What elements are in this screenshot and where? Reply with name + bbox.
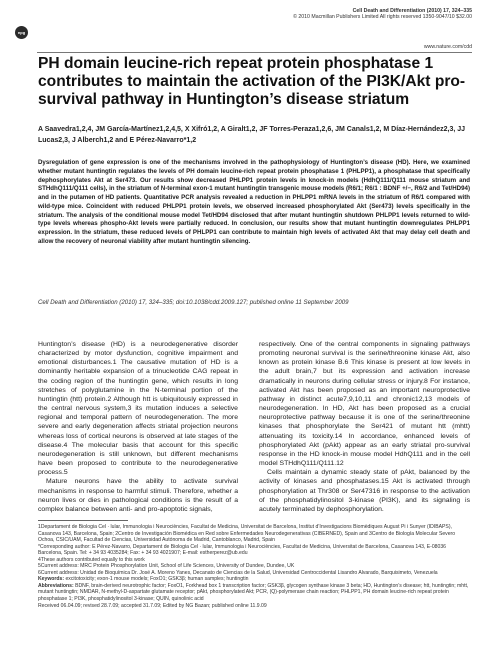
journal-url[interactable]: www.nature.com/cdd xyxy=(423,44,472,50)
abstract: Dysregulation of gene expression is one of the mechanisms involved in the pathophysiology of Huntington’s disease (HD). Here, we examined whether mutant huntingtin regulates the levels of PH domain leucine-rich repeat protein phosphatase 1 (PHLPP1), a phosphatase that specifically dephosphorylates Akt at Ser473. Our results show decreased PHLPP1 protein levels in knock-in models (HdhQ111/Q111 mouse striatum and STHdhQ111/Q111 cells), in the striatum of N-terminal exon-1 mutant huntingtin transgenic mouse models (R6/1; R6/1 : BDNF +/−, R6/2 and Tet/HD94) and in the putamen of HD patients. Quantitative PCR analysis revealed a reduction in PHLPP1 mRNA levels in the striatum of R6/1 compared with wild-type mice. Coincident with reduced PHLPP1 protein levels, we observed increased phosphorylated Akt (Ser473) levels specifically in the striatum. The analysis of the conditional mouse model Tet/HD94 disclosed that after mutant huntingtin shutdown PHLPP1 levels returned to wild-type levels whereas phospho-Akt levels were partially reduced. In conclusion, our results show that mutant huntingtin downregulates PHLPP1 expression. In the striatum, these reduced levels of PHLPP1 can contribute to maintain high levels of activated Akt that may delay cell death and allow the recovery of neuronal viability after mutant huntingtin silencing. xyxy=(38,159,470,245)
copyright-line: © 2010 Macmillan Publishers Limited All rights reserved 1350-9047/10 $32.00 xyxy=(293,14,472,20)
keywords-label: Keywords: xyxy=(38,576,65,583)
body-column-left xyxy=(38,340,238,514)
npg-logo: npg xyxy=(15,26,28,39)
footnote-affiliations: 1Departament de Biologia Cel · lular, Immunologia i Neurociències, Facultat de Medicina, Universitat de Barcelona, Institut d’Investigacions Biomèdiques August Pi i Sunyer (IDIBAPS), Casanova 143, Barcelona, Spain; 2Centro de Investigación Biomédica en Red sobre Enfermedades Neurodegenerativas (CIBERNED), Spain and 3Centro de Biología Molecular Severo Ochoa, CSIC/UAM, Facultad de Ciencias, Universidad Autónoma de Madrid, Cantoblanco, Madrid, Spain xyxy=(38,524,456,544)
abbreviations-text: BDNF, brain-derived neurotrophic factor; FoxO1, Forkhead box 1 transcription factor; GSK3β, glycogen synthase kinase 3 beta; HD, Huntington’s disease; htt, huntingtin; mhtt, mutant huntingtin; NMDAR, N-methyl-D-aspartate glutamate receptor; pAkt, phosphorylated Akt; PCR, (Q)-polymerase chain reaction; PHLPP1, PH domain leucine-rich repeat protein phosphatase 1; PI3K, phosphatidylinositol 3-kinase; QUIN, quinolinic acid xyxy=(38,582,469,603)
journal-header: Cell Death and Differentiation (2010) 17, 324–335 xyxy=(352,8,472,14)
citation-line: Cell Death and Differentiation (2010) 17, 324–335; doi:10.1038/cdd.2009.127; published online 11 September 2009 xyxy=(38,299,349,306)
abbreviations-label: Abbreviations: xyxy=(38,582,74,589)
body-paragraph: Cells maintain a dynamic steady state of pAkt, balanced by the activity of kinases and phosphatases.15 Akt is activated through phosphorylation at Thr308 or Ser47316 in response to the activation of the phosphatidylinositol 3-kinase (PI3K), and its signaling is acutely terminated by dephosphorylation. xyxy=(259,469,470,513)
header-rule xyxy=(37,52,472,53)
footnote-equal-contribution: 4These authors contributed equally to this work xyxy=(38,556,145,563)
footnote-address-5: 5Current address: MRC Protein Phosphorylation Unit, School of Life Sciences, University of Dundee, Dundee, UK xyxy=(38,563,295,570)
article-title: PH domain leucine-rich repeat protein phosphatase 1 contributes to maintain the activation of the PI3K/Akt pro-survival pathway in Huntington’s disease striatum xyxy=(38,55,466,108)
received-line: Received 06.04.09; revised 28.7.09; accepted 31.7.09; Edited by NG Bazan; published online 11.9.09 xyxy=(38,602,267,609)
keywords-text: excitotoxicity; exon-1 mouse models; FoxO1; GSK3β; human samples; huntingtin xyxy=(65,576,249,583)
body-column-right xyxy=(259,340,470,514)
footnote-corresponding: *Corresponding author: E Pérez-Navarro, Departament de Biologia Cel · lular, Immunologia i Neurociències, Facultat de Medicina, Universitat de Barcelona, Casanova 143, E-08036 Barcelona, Spain. Tel: + 34 93 4035284; Fax: + 34 93 4021907; E-mail: estherperez@ub.edu xyxy=(38,543,446,557)
abbreviations-line xyxy=(38,583,470,603)
author-list: A Saavedra1,2,4, JM García-Martínez1,2,4,5, X Xifró1,2, A Giralt1,2, JF Torres-Peraza1,2,6, JM Canals1,2, M Díaz-Hernández2,3, JJ Lucas2,3, J Alberch1,2 and E Pérez-Navarro*1,2 xyxy=(38,126,466,144)
footnote-rule xyxy=(38,520,128,521)
footnotes xyxy=(38,524,470,609)
body-paragraph: respectively. One of the central components in signaling pathways promoting neuronal survival is the serine/threonine kinase Akt, also known as protein kinase B.6 This kinase is present at low levels in the adult brain,7 but its expression and activation increase dramatically in neurons during cellular stress or injury.8 For instance, activated Akt has been proposed as an important neuroprotective pathway in distinct acute7,9,10,11 and chronic12,13 models of neurodegeneration. In HD, Akt has been proposed as a crucial neuroprotective pathway because it is one of the serine/threonine kinases that phosphorylate the Ser421 of mutant htt (mhtt) attenuating its toxicity.14 In accordance, enhanced levels of phosphorylated Akt (pAkt) appear as an early striatal pro-survival response in the HD knock-in mouse model HdhQ111 and in the cell model STHdhQ111/Q111.12 xyxy=(259,341,470,468)
footnote-address-6: 6Current address: Unidad de Bioquímica Dr. José A. Moreno Yanes, Decanato de Ciencias de la Salud, Universidad Centroccidental Lisandro Alvarado, Barquisimeto, Venezuela xyxy=(38,569,438,576)
body-paragraph: Mature neurons have the ability to activate survival mechanisms in response to harmful stimuli. Therefore, whether a neuron lives or dies in pathological conditions is the result of a complex balance between anti- and pro-apoptotic signals, xyxy=(38,478,238,513)
body-paragraph: Huntington’s disease (HD) is a neurodegenerative disorder characterized by motor dysfunction, cognitive impairment and emotional disturbances.1 The causative mutation of HD is a dominantly heritable expansion of a trinucleotide CAG repeat in the coding region of the huntingtin gene, which results in long stretches of polyglutamine in the N-terminal portion of the huntingtin (htt) protein.2 Although htt is ubiquitously expressed in the central nervous system,3 its mutation induces a selective regional and temporal pattern of neurodegeneration. The more severe and early degeneration affects striatal projection neurons whereas loss of cortical neurons is observed at late stages of the disease.4 The molecular basis that account for this specific neurodegeneration is still unknown, but different mechanisms have been proposed to contribute to the neurodegenerative process.5 xyxy=(38,341,238,477)
